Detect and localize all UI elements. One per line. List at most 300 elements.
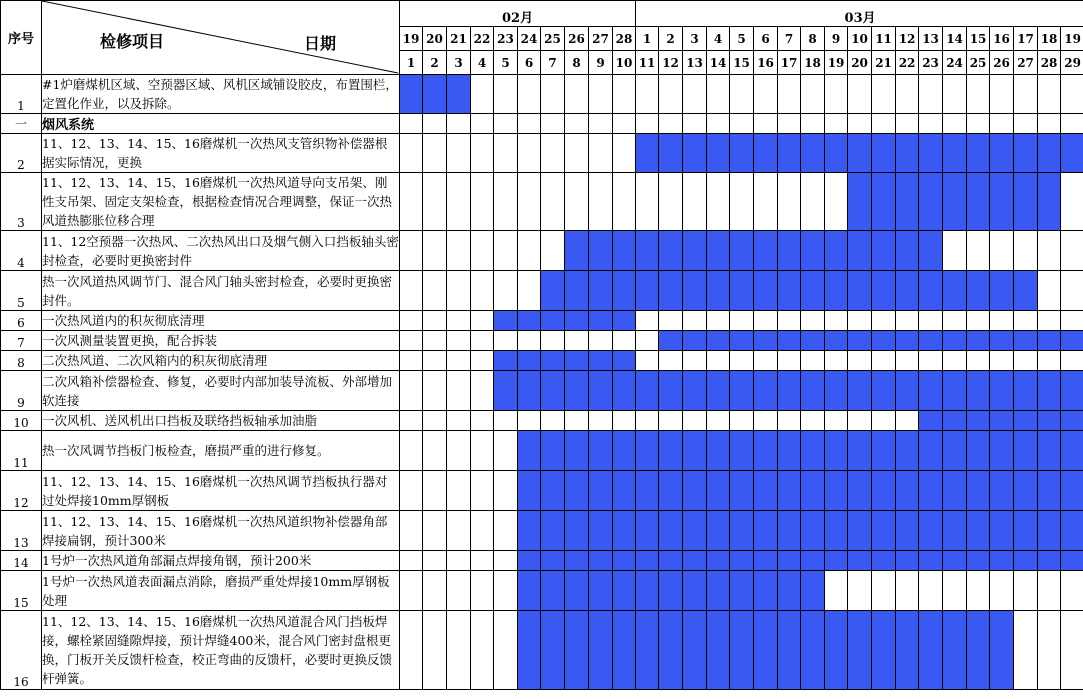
schedule-cell	[494, 511, 518, 551]
schedule-bar-cell	[896, 471, 919, 511]
seq-header: 序号	[1, 1, 42, 75]
schedule-bar-cell	[1014, 431, 1038, 471]
schedule-cell	[423, 311, 447, 331]
schedule-cell	[1014, 571, 1038, 611]
schedule-bar-cell	[1014, 371, 1038, 411]
day-number-cell: 21	[872, 51, 896, 75]
schedule-bar-cell	[613, 231, 636, 271]
schedule-cell	[613, 134, 636, 173]
schedule-bar-cell	[990, 471, 1014, 511]
schedule-cell	[872, 311, 896, 331]
schedule-cell	[400, 173, 423, 231]
schedule-bar-cell	[896, 431, 919, 471]
schedule-bar-cell	[919, 173, 943, 231]
schedule-cell	[471, 371, 494, 411]
schedule-cell	[778, 114, 801, 134]
schedule-cell	[943, 114, 967, 134]
seq-cell: 15	[1, 571, 42, 611]
task-description: #1炉磨煤机区域、空预器区域、风机区域铺设胶皮，布置围栏，定置化作业，以及拆除。	[42, 75, 400, 114]
schedule-bar-cell	[565, 611, 589, 690]
schedule-cell	[943, 311, 967, 331]
seq-cell: 14	[1, 551, 42, 571]
schedule-bar-cell	[683, 571, 707, 611]
schedule-cell	[565, 331, 589, 351]
schedule-bar-cell	[636, 431, 659, 471]
schedule-cell	[400, 551, 423, 571]
schedule-cell	[447, 134, 471, 173]
schedule-bar-cell	[707, 611, 730, 690]
schedule-bar-cell	[943, 173, 967, 231]
schedule-bar-cell	[683, 271, 707, 311]
schedule-cell	[801, 75, 825, 114]
schedule-bar-cell	[683, 551, 707, 571]
schedule-bar-cell	[778, 551, 801, 571]
schedule-cell	[471, 231, 494, 271]
schedule-bar-cell	[1014, 551, 1038, 571]
schedule-cell	[423, 411, 447, 431]
schedule-bar-cell	[943, 411, 967, 431]
schedule-bar-cell	[754, 551, 778, 571]
schedule-bar-cell	[943, 371, 967, 411]
schedule-bar-cell	[848, 371, 872, 411]
day-number-cell: 24	[943, 51, 967, 75]
schedule-bar-cell	[801, 371, 825, 411]
schedule-bar-cell	[990, 271, 1014, 311]
schedule-bar-cell	[801, 571, 825, 611]
schedule-bar-cell	[636, 271, 659, 311]
schedule-cell	[400, 511, 423, 551]
schedule-bar-cell	[541, 611, 565, 690]
schedule-cell	[518, 271, 541, 311]
schedule-cell	[400, 431, 423, 471]
schedule-cell	[447, 311, 471, 331]
schedule-bar-cell	[848, 551, 872, 571]
task-description: 11、12空预器一次热风、二次热风出口及烟气侧入口挡板轴头密封检查，必要时更换密封件	[42, 231, 400, 271]
schedule-cell	[447, 351, 471, 371]
schedule-bar-cell	[1038, 431, 1061, 471]
date-cell: 8	[801, 27, 825, 51]
schedule-bar-cell	[825, 331, 848, 351]
schedule-bar-cell	[589, 431, 613, 471]
schedule-bar-cell	[565, 231, 589, 271]
schedule-cell	[423, 431, 447, 471]
task-description: 11、12、13、14、15、16磨煤机一次热风道混合风门挡板焊接，螺栓紧固缝隙焊接，预计焊缝400米，混合风门密封盘根更换，门板开关反馈杆检查，校正弯曲的反馈杆，必要时更换反馈杆弹簧。	[42, 611, 400, 690]
schedule-cell	[447, 471, 471, 511]
day-number-cell: 29	[1061, 51, 1083, 75]
schedule-bar-cell	[541, 551, 565, 571]
schedule-bar-cell	[896, 511, 919, 551]
schedule-bar-cell	[518, 311, 541, 331]
seq-cell: 6	[1, 311, 42, 331]
schedule-bar-cell	[848, 134, 872, 173]
schedule-bar-cell	[636, 571, 659, 611]
seq-cell: 13	[1, 511, 42, 551]
schedule-cell	[707, 351, 730, 371]
schedule-cell	[589, 75, 613, 114]
task-row	[1, 431, 1083, 471]
schedule-bar-cell	[518, 571, 541, 611]
schedule-bar-cell	[400, 75, 423, 114]
schedule-cell	[471, 551, 494, 571]
schedule-cell	[423, 331, 447, 351]
schedule-bar-cell	[825, 134, 848, 173]
schedule-bar-cell	[636, 231, 659, 271]
schedule-cell	[589, 114, 613, 134]
schedule-bar-cell	[943, 331, 967, 351]
schedule-bar-cell	[1061, 471, 1083, 511]
schedule-bar-cell	[613, 431, 636, 471]
schedule-bar-cell	[872, 371, 896, 411]
schedule-cell	[1038, 114, 1061, 134]
seq-cell: 7	[1, 331, 42, 351]
schedule-cell	[471, 351, 494, 371]
schedule-cell	[423, 611, 447, 690]
schedule-cell	[400, 231, 423, 271]
task-row	[1, 371, 1083, 411]
schedule-bar-cell	[896, 611, 919, 690]
schedule-bar-cell	[589, 311, 613, 331]
schedule-cell	[423, 571, 447, 611]
day-number-cell: 6	[518, 51, 541, 75]
schedule-cell	[494, 75, 518, 114]
schedule-cell	[423, 114, 447, 134]
schedule-bar-cell	[1014, 271, 1038, 311]
schedule-bar-cell	[943, 611, 967, 690]
seq-cell: 12	[1, 471, 42, 511]
schedule-bar-cell	[801, 551, 825, 571]
day-number-cell: 2	[423, 51, 447, 75]
schedule-bar-cell	[778, 471, 801, 511]
day-number-cell: 1	[400, 51, 423, 75]
schedule-cell	[778, 411, 801, 431]
schedule-bar-cell	[659, 371, 683, 411]
schedule-cell	[1038, 75, 1061, 114]
schedule-bar-cell	[848, 173, 872, 231]
schedule-bar-cell	[1014, 471, 1038, 511]
schedule-cell	[801, 114, 825, 134]
schedule-bar-cell	[636, 551, 659, 571]
schedule-cell	[565, 75, 589, 114]
schedule-bar-cell	[730, 271, 754, 311]
schedule-cell	[872, 351, 896, 371]
schedule-cell	[825, 571, 848, 611]
date-cell: 9	[825, 27, 848, 51]
schedule-bar-cell	[589, 471, 613, 511]
schedule-cell	[1038, 231, 1061, 271]
schedule-cell	[471, 75, 494, 114]
schedule-bar-cell	[683, 431, 707, 471]
seq-cell: 16	[1, 611, 42, 690]
schedule-cell	[400, 411, 423, 431]
schedule-cell	[541, 114, 565, 134]
day-number-cell: 13	[683, 51, 707, 75]
schedule-bar-cell	[1014, 411, 1038, 431]
schedule-cell	[990, 351, 1014, 371]
schedule-bar-cell	[707, 551, 730, 571]
schedule-bar-cell	[613, 271, 636, 311]
schedule-cell	[707, 411, 730, 431]
schedule-cell	[471, 431, 494, 471]
schedule-bar-cell	[919, 231, 943, 271]
schedule-bar-cell	[1038, 134, 1061, 173]
schedule-bar-cell	[848, 331, 872, 351]
day-number-cell: 17	[778, 51, 801, 75]
schedule-cell	[589, 134, 613, 173]
schedule-bar-cell	[541, 471, 565, 511]
schedule-bar-cell	[990, 551, 1014, 571]
day-number-cell: 19	[825, 51, 848, 75]
schedule-bar-cell	[801, 134, 825, 173]
schedule-cell	[636, 311, 659, 331]
schedule-bar-cell	[967, 371, 990, 411]
task-row	[1, 331, 1083, 351]
seq-cell: 8	[1, 351, 42, 371]
schedule-bar-cell	[683, 471, 707, 511]
schedule-bar-cell	[825, 371, 848, 411]
schedule-bar-cell	[919, 271, 943, 311]
schedule-bar-cell	[1061, 431, 1083, 471]
schedule-bar-cell	[494, 371, 518, 411]
schedule-bar-cell	[1061, 411, 1083, 431]
schedule-cell	[896, 311, 919, 331]
schedule-cell	[1014, 75, 1038, 114]
date-cell: 28	[613, 27, 636, 51]
schedule-bar-cell	[518, 351, 541, 371]
date-cell: 16	[990, 27, 1014, 51]
schedule-bar-cell	[919, 134, 943, 173]
date-cell: 19	[1061, 27, 1083, 51]
schedule-cell	[1014, 611, 1038, 690]
schedule-bar-cell	[848, 471, 872, 511]
schedule-cell	[754, 75, 778, 114]
schedule-cell	[848, 351, 872, 371]
schedule-bar-cell	[801, 471, 825, 511]
schedule-cell	[1061, 611, 1083, 690]
task-row	[1, 271, 1083, 311]
schedule-bar-cell	[943, 511, 967, 551]
day-number-cell: 10	[613, 51, 636, 75]
schedule-bar-cell	[919, 331, 943, 351]
schedule-cell	[801, 351, 825, 371]
schedule-bar-cell	[967, 611, 990, 690]
schedule-bar-cell	[801, 331, 825, 351]
schedule-cell	[423, 271, 447, 311]
schedule-bar-cell	[589, 351, 613, 371]
schedule-bar-cell	[541, 311, 565, 331]
task-row	[1, 571, 1083, 611]
task-row	[1, 411, 1083, 431]
schedule-cell	[990, 311, 1014, 331]
schedule-bar-cell	[990, 331, 1014, 351]
schedule-bar-cell	[801, 431, 825, 471]
schedule-bar-cell	[896, 551, 919, 571]
schedule-bar-cell	[659, 511, 683, 551]
schedule-cell	[896, 75, 919, 114]
schedule-bar-cell	[565, 551, 589, 571]
schedule-cell	[754, 114, 778, 134]
schedule-cell	[541, 411, 565, 431]
schedule-bar-cell	[1014, 134, 1038, 173]
schedule-bar-cell	[730, 134, 754, 173]
schedule-cell	[990, 75, 1014, 114]
schedule-bar-cell	[683, 371, 707, 411]
schedule-bar-cell	[707, 231, 730, 271]
schedule-cell	[471, 114, 494, 134]
date-cell: 18	[1038, 27, 1061, 51]
schedule-cell	[919, 75, 943, 114]
date-cell: 19	[400, 27, 423, 51]
date-cell: 25	[541, 27, 565, 51]
schedule-bar-cell	[848, 431, 872, 471]
schedule-bar-cell	[730, 331, 754, 351]
date-cell: 11	[872, 27, 896, 51]
schedule-bar-cell	[1061, 551, 1083, 571]
schedule-bar-cell	[589, 271, 613, 311]
schedule-cell	[730, 311, 754, 331]
schedule-cell	[1038, 311, 1061, 331]
schedule-bar-cell	[1038, 551, 1061, 571]
schedule-cell	[801, 173, 825, 231]
schedule-cell	[967, 231, 990, 271]
schedule-bar-cell	[778, 231, 801, 271]
schedule-bar-cell	[872, 231, 896, 271]
schedule-bar-cell	[565, 471, 589, 511]
task-row	[1, 471, 1083, 511]
schedule-bar-cell	[518, 511, 541, 551]
schedule-cell	[872, 75, 896, 114]
schedule-cell	[613, 331, 636, 351]
schedule-bar-cell	[896, 271, 919, 311]
schedule-cell	[423, 471, 447, 511]
schedule-cell	[423, 173, 447, 231]
schedule-cell	[778, 75, 801, 114]
schedule-bar-cell	[565, 431, 589, 471]
schedule-bar-cell	[778, 431, 801, 471]
schedule-cell	[1061, 75, 1083, 114]
schedule-bar-cell	[872, 431, 896, 471]
schedule-bar-cell	[636, 371, 659, 411]
schedule-cell	[541, 134, 565, 173]
seq-cell: 3	[1, 173, 42, 231]
schedule-bar-cell	[518, 371, 541, 411]
task-description: 11、12、13、14、15、16磨煤机一次热风支管织物补偿器根据实际情况，更换	[42, 134, 400, 173]
schedule-bar-cell	[707, 371, 730, 411]
date-cell: 22	[471, 27, 494, 51]
schedule-bar-cell	[565, 271, 589, 311]
schedule-bar-cell	[778, 134, 801, 173]
schedule-cell	[659, 114, 683, 134]
schedule-bar-cell	[1061, 331, 1083, 351]
schedule-bar-cell	[967, 471, 990, 511]
schedule-bar-cell	[754, 611, 778, 690]
schedule-bar-cell	[541, 511, 565, 551]
schedule-cell	[613, 411, 636, 431]
schedule-bar-cell	[754, 371, 778, 411]
schedule-bar-cell	[872, 551, 896, 571]
schedule-bar-cell	[919, 371, 943, 411]
day-number-cell: 20	[848, 51, 872, 75]
schedule-cell	[778, 173, 801, 231]
schedule-cell	[541, 331, 565, 351]
schedule-cell	[707, 114, 730, 134]
schedule-cell	[447, 551, 471, 571]
seq-cell: 10	[1, 411, 42, 431]
task-row	[1, 551, 1083, 571]
task-description: 11、12、13、14、15、16磨煤机一次热风道导向支吊架、刚性支吊架、固定支架检查，根据检查情况合理调整，保证一次热风道热膨胀位移合理	[42, 173, 400, 231]
schedule-bar-cell	[990, 371, 1014, 411]
task-row	[1, 351, 1083, 371]
schedule-cell	[683, 75, 707, 114]
date-cell: 12	[896, 27, 919, 51]
schedule-cell	[494, 611, 518, 690]
day-number-cell: 25	[967, 51, 990, 75]
task-description: 热一次风道热风调节门、混合风门轴头密封检查，必要时更换密封件。	[42, 271, 400, 311]
schedule-bar-cell	[1014, 331, 1038, 351]
date-cell: 17	[1014, 27, 1038, 51]
schedule-cell	[683, 311, 707, 331]
seq-cell: 5	[1, 271, 42, 311]
schedule-cell	[848, 571, 872, 611]
schedule-bar-cell	[589, 231, 613, 271]
date-cell: 1	[636, 27, 659, 51]
schedule-bar-cell	[659, 134, 683, 173]
schedule-cell	[589, 173, 613, 231]
schedule-cell	[967, 571, 990, 611]
schedule-cell	[423, 231, 447, 271]
day-number-cell: 27	[1014, 51, 1038, 75]
schedule-cell	[707, 173, 730, 231]
date-cell: 27	[589, 27, 613, 51]
month-header: 03月	[636, 1, 1083, 27]
schedule-cell	[613, 114, 636, 134]
schedule-cell	[683, 173, 707, 231]
schedule-bar-cell	[967, 271, 990, 311]
schedule-cell	[471, 571, 494, 611]
schedule-bar-cell	[659, 551, 683, 571]
schedule-cell	[518, 173, 541, 231]
schedule-cell	[919, 311, 943, 331]
schedule-cell	[636, 114, 659, 134]
schedule-cell	[825, 114, 848, 134]
schedule-cell	[636, 173, 659, 231]
item-header-label: 检修项目	[100, 32, 165, 51]
schedule-cell	[659, 351, 683, 371]
schedule-cell	[896, 114, 919, 134]
schedule-bar-cell	[730, 231, 754, 271]
schedule-bar-cell	[872, 271, 896, 311]
schedule-cell	[990, 571, 1014, 611]
schedule-cell	[825, 173, 848, 231]
schedule-cell	[423, 511, 447, 551]
schedule-cell	[1014, 114, 1038, 134]
schedule-bar-cell	[494, 351, 518, 371]
schedule-bar-cell	[754, 431, 778, 471]
schedule-bar-cell	[730, 551, 754, 571]
schedule-bar-cell	[707, 571, 730, 611]
schedule-cell	[471, 411, 494, 431]
date-cell: 10	[848, 27, 872, 51]
schedule-cell	[494, 231, 518, 271]
schedule-bar-cell	[1061, 511, 1083, 551]
schedule-bar-cell	[825, 611, 848, 690]
seq-cell: 4	[1, 231, 42, 271]
schedule-cell	[541, 231, 565, 271]
schedule-bar-cell	[683, 231, 707, 271]
schedule-cell	[1014, 311, 1038, 331]
schedule-cell	[1038, 271, 1061, 311]
schedule-cell	[400, 311, 423, 331]
schedule-bar-cell	[565, 371, 589, 411]
